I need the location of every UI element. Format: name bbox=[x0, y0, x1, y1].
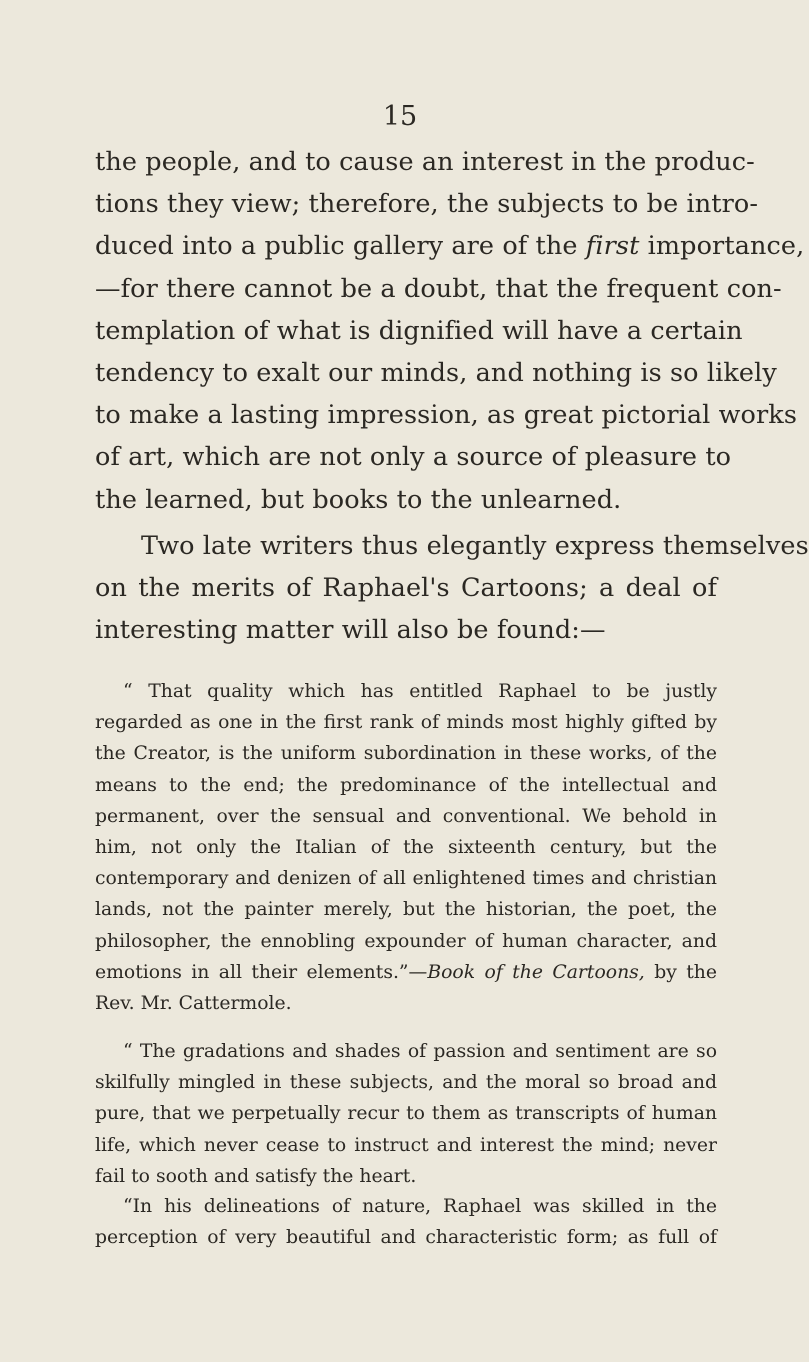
text-line: “ That quality which has entitled Raphael to be justly bbox=[123, 681, 717, 702]
text-line: —for there cannot be a doubt, that the frequent con- bbox=[95, 273, 782, 304]
text-line: tions they view; therefore, the subjects to be intro- bbox=[95, 189, 759, 220]
text-line: means to the end; the predominance of the intellectual and bbox=[95, 774, 717, 796]
text-line: Rev. Mr. Cattermole. bbox=[95, 993, 292, 1015]
text-run: duced into a public gallery are of the bbox=[95, 231, 586, 262]
text-line: skilfully mingled in these subjects, and the moral so broad and bbox=[95, 1072, 717, 1094]
text-line: templation of what is dignified will have a certain bbox=[95, 315, 743, 346]
emphasis-first: first bbox=[585, 231, 640, 262]
text-line bbox=[95, 957, 717, 988]
text-run: emotions in all their elements.”— bbox=[95, 961, 428, 983]
text-line bbox=[95, 225, 805, 267]
text-line: permanent, over the sensual and conventional. We behold in bbox=[95, 805, 717, 827]
text-run: by the bbox=[644, 961, 717, 983]
quotation-2 bbox=[95, 1036, 717, 1192]
text-line: to make a lasting impression, as great pictorial works bbox=[95, 400, 798, 431]
text-line: “In his delineations of nature, Raphael was skilled in the bbox=[123, 1196, 717, 1217]
text-line: contemporary and denizen of all enlightened times and christian bbox=[95, 868, 717, 890]
text-line: regarded as one in the first rank of minds most highly gifted by bbox=[95, 712, 717, 734]
text-line: the people, and to cause an interest in the produc- bbox=[95, 147, 755, 177]
text-line: life, which never cease to instruct and interest the mind; never bbox=[95, 1134, 717, 1156]
text-line: tendency to exalt our minds, and nothing is so likely bbox=[95, 358, 777, 389]
text-line: him, not only the Italian of the sixteenth century, but the bbox=[95, 837, 717, 859]
text-line: “ The gradations and shades of passion and sentiment are so bbox=[123, 1041, 717, 1062]
text-line: Two late writers thus elegantly express themselves bbox=[141, 531, 809, 561]
text-line: interesting matter will also be found:— bbox=[95, 615, 606, 646]
text-run: importance, bbox=[647, 231, 805, 262]
book-title: Book of the Cartoons, bbox=[427, 961, 645, 983]
text-line: of art, which are not only a source of pleasure to bbox=[95, 442, 732, 473]
text-line: philosopher, the ennobling expounder of human character, and bbox=[95, 930, 717, 952]
text-line: fail to sooth and satisfy the heart. bbox=[95, 1165, 417, 1187]
quotation-3 bbox=[95, 1191, 717, 1253]
text-line: the Creator, is the uniform subordination in these works, of the bbox=[95, 743, 717, 765]
paragraph-2 bbox=[95, 525, 809, 652]
text-line: the learned, but books to the unlearned. bbox=[95, 484, 622, 515]
page-number: 15 bbox=[382, 101, 418, 132]
text-line: on the merits of Raphael's Cartoons; a deal of bbox=[95, 573, 717, 604]
paragraph-1 bbox=[95, 141, 805, 521]
text-line: pure, that we perpetually recur to them as transcripts of human bbox=[95, 1103, 717, 1125]
text-line: perception of very beautiful and characteristic form; as full of bbox=[95, 1227, 717, 1249]
text-line: lands, not the painter merely, but the historian, the poet, the bbox=[95, 899, 717, 921]
quotation-1 bbox=[95, 676, 717, 1019]
